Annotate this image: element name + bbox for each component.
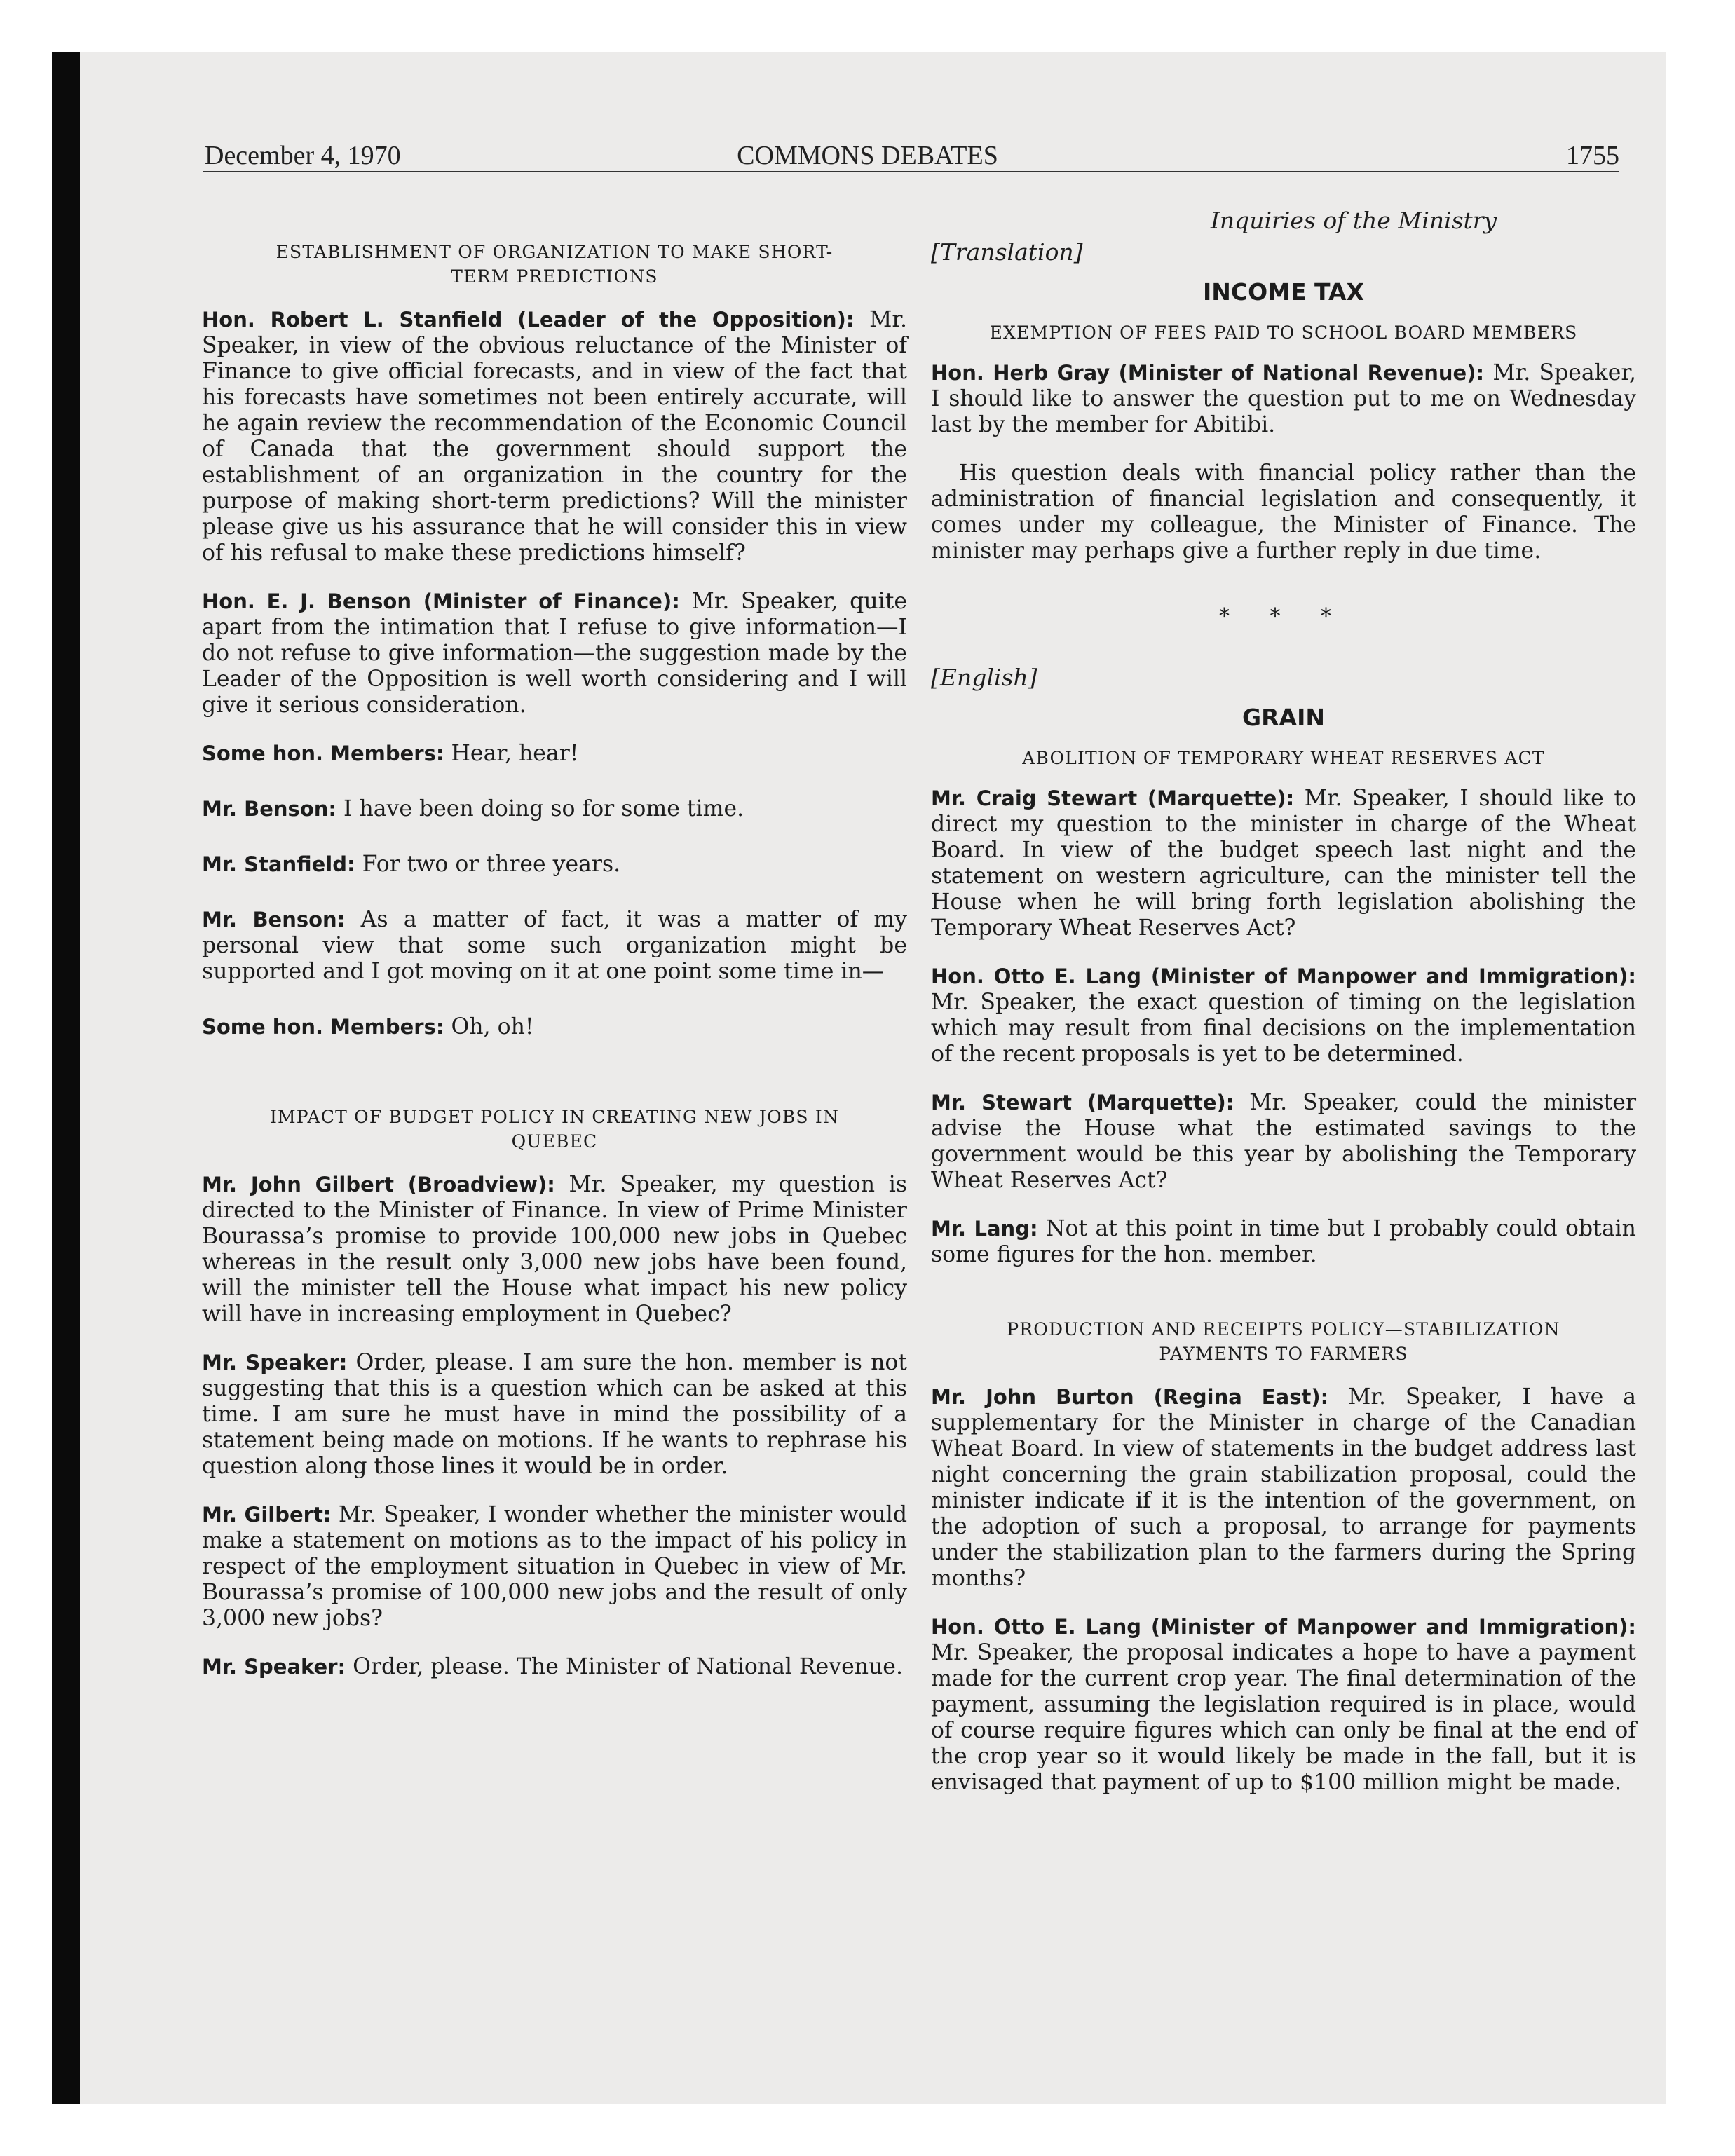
speaker-name: Hon. Otto E. Lang (Minister of Manpower and Immigration): [931,1615,1636,1639]
scan-edge-bar [52,52,80,2104]
speaker-name: Mr. Speaker: [202,1655,346,1679]
speech-paragraph [202,852,907,878]
speech-paragraph [202,907,907,985]
speaker-name: Mr. Benson: [202,797,336,821]
speech-paragraph [202,796,907,822]
speaker-name: Mr. Stanfield: [202,852,355,876]
speech-text: Mr. Speaker, in view of the obvious reluctance of the Minister of Finance to give official forecasts, and in view of the fact that his forecasts have sometimes not been entirely accurate, will he again review the recommendation of the Economic Council of Canada that the government should support the establishment of an organization in the country for the purpose of making short-term predictions? Will the minister please give us his assurance that he will consider this in view of his refusal to make these predictions himself? [202,307,907,566]
speech-paragraph [931,964,1636,1067]
speech-paragraph [931,460,1636,564]
speech-text: I have been doing so for some time. [336,796,744,821]
speech-paragraph [931,786,1636,941]
speech-paragraph [202,589,907,718]
speech-text: Mr. Speaker, could the minister advise the House what the estimated savings to the government would be this year by abolishing the Temporary Wheat Reserves Act? [931,1090,1637,1193]
speech-text: Mr. Speaker, quite apart from the intimation that I refuse to give information—I do not refuse to give information—the suggestion made by the Leader of the Opposition is well worth considering and I will give it serious consideration. [202,589,907,718]
header-date: December 4, 1970 [205,141,401,170]
translation-tag: [Translation] [931,238,1083,266]
language-tag: [English] [931,664,1037,691]
speech-text: Hear, hear! [444,741,579,766]
speech-text: Not at this point in time but I probably could obtain some figures for the hon. member. [931,1216,1636,1267]
section-separator: * * * [1218,604,1349,629]
section-heading: PRODUCTION AND RECEIPTS POLICY—STABILIZATION PAYMENTS TO FARMERS [1007,1319,1560,1364]
speaker-name: Hon. Herb Gray (Minister of National Revenue): [931,361,1485,385]
speaker-name: Some hon. Members: [202,742,444,765]
speech-paragraph [202,1502,907,1632]
speaker-name: Mr. Speaker: [202,1351,348,1374]
speech-paragraph [931,1614,1636,1796]
speech-text: For two or three years. [355,852,621,877]
header-rule [203,171,1619,172]
speech-text: Oh, oh! [444,1014,534,1039]
speech-text: Mr. Speaker, I should like to direct my question to the minister in charge of the Wheat Board. In view of the budget speech last night and the statement on western agriculture, can the minister tell the House when he will bring forth legislation abolishing the Temporary Wheat Reserves Act? [931,786,1636,941]
running-head: Inquiries of the Ministry [1210,207,1497,234]
speech-paragraph [931,360,1636,438]
section-heading: ESTABLISHMENT OF ORGANIZATION TO MAKE SHORT-TERM PREDICTIONS [275,242,834,287]
speaker-name: Some hon. Members: [202,1015,444,1039]
speech-text: Mr. Speaker, the exact question of timing on the legislation which may result from final decisions on the implementation of the recent proposals is yet to be determined. [931,990,1636,1067]
speech-paragraph [202,1172,907,1328]
left-column [202,200,907,1703]
speech-text: Order, please. I am sure the hon. member is not suggesting that this is a question which can be asked at this time. I am sure he must have in mind the possibility of a statement being made on motions. If he wants to rephrase his question along those lines it would be in order. [202,1350,907,1479]
speech-text: His question deals with financial policy rather than the administration of financial legislation and consequently, it comes under my colleague, the Minister of Finance. The minister may perhaps give a further reply in due time. [931,460,1636,564]
speaker-name: Hon. Otto E. Lang (Minister of Manpower and Immigration): [931,964,1636,988]
speaker-name: Hon. Robert L. Stanfield (Leader of the Opposition): [202,308,855,332]
speech-text: Mr. Speaker, the proposal indicates a hope to have a payment made for the current crop year. The final determination of the payment, assuming the legislation required is in place, would of course require figures which can only be final at the end of the crop year so it would likely be made in the fall, but it is envisaged that payment of up to $100 million might be made. [931,1640,1636,1795]
speech-paragraph [202,741,907,767]
speaker-name: Hon. E. J. Benson (Minister of Finance): [202,589,680,613]
speech-text: Mr. Speaker, I should like to answer the question put to me on Wednesday last by the member for Abitibi. [931,360,1636,437]
speech-paragraph [202,1014,907,1040]
header-page-number: 1755 [1566,141,1619,170]
speaker-name: Mr. Benson: [202,908,346,932]
speaker-name: Mr. Gilbert: [202,1503,332,1527]
section-heading: EXEMPTION OF FEES PAID TO SCHOOL BOARD MEMBERS [989,322,1578,343]
speaker-name: Mr. Lang: [931,1217,1038,1241]
speech-text: Mr. Speaker, I wonder whether the minister would make a statement on motions as to the impact of his policy in respect of the employment situation in Quebec in view of Mr. Bourassa’s promise of 100,000 new jobs and the result of only 3,000 new jobs? [202,1502,908,1631]
speech-text: Order, please. The Minister of National Revenue. [346,1654,903,1679]
speech-paragraph [931,1090,1636,1194]
speech-text: As a matter of fact, it was a matter of my personal view that some such organization might be supported and I got moving on it at one point some time in— [202,907,907,984]
section-heading: ABOLITION OF TEMPORARY WHEAT RESERVES ACT [1022,748,1545,768]
speech-paragraph [202,307,907,566]
speech-paragraph [931,1216,1636,1268]
speech-text: Mr. Speaker, I have a supplementary for the Minister in charge of the Canadian Wheat Board. In view of statements in the budget address last night concerning the grain stabilization proposal, could the minister indicate if it is the intention of the government, on the adoption of such a proposal, to arrange for payments under the stabilization plan to the farmers during the Spring months? [931,1384,1636,1591]
speech-paragraph [202,1654,907,1680]
speaker-name: Mr. John Gilbert (Broadview): [202,1173,555,1196]
subject-heading: GRAIN [1242,704,1325,731]
speaker-name: Mr. Stewart (Marquette): [931,1091,1234,1114]
speaker-name: Mr. John Burton (Regina East): [931,1385,1329,1409]
speaker-name: Mr. Craig Stewart (Marquette): [931,786,1295,810]
speech-paragraph [931,1384,1636,1592]
header-publication: COMMONS DEBATES [737,141,998,170]
speech-paragraph [202,1350,907,1480]
section-heading: IMPACT OF BUDGET POLICY IN CREATING NEW JOBS IN QUEBEC [269,1107,840,1152]
speech-text: Mr. Speaker, my question is directed to the Minister of Finance. In view of Prime Minister Bourassa’s promise to provide 100,000 new jobs in Quebec whereas in the result only 3,000 new jobs have been found, will the minister tell the House what impact his new policy will have in increasing employment in Quebec? [202,1172,907,1327]
right-column [931,207,1636,1818]
subject-heading: INCOME TAX [1203,278,1364,306]
